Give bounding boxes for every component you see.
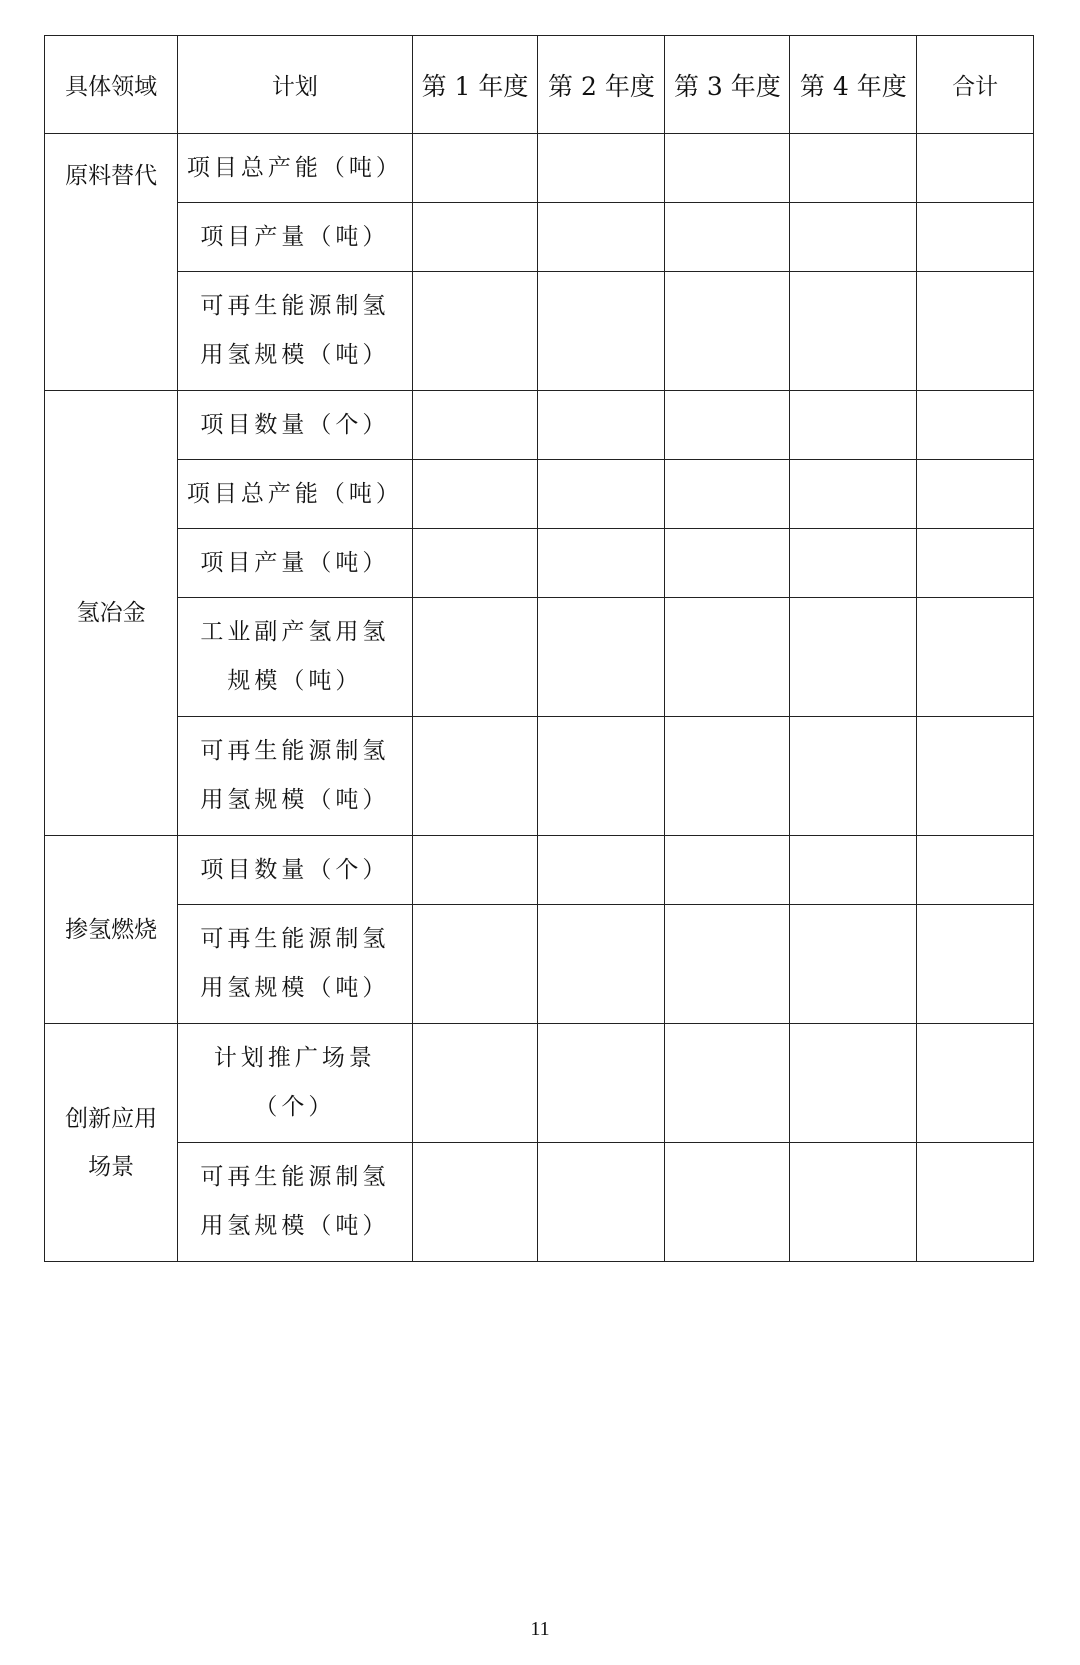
total-cell[interactable]: [917, 134, 1034, 203]
plan-item-cell: [178, 529, 412, 598]
year-4-cell[interactable]: [790, 836, 917, 905]
plan-item-cell: [178, 1143, 412, 1262]
plan-item-cell: [178, 203, 412, 272]
table-row: [45, 272, 1034, 391]
page-number: 11: [530, 1618, 550, 1640]
plan-item-cell: [178, 905, 412, 1024]
year-3-cell[interactable]: [665, 905, 790, 1024]
plan-item-line: 用氢规模（吨）: [200, 975, 390, 1001]
year-3-cell[interactable]: [665, 1024, 790, 1143]
year-3-cell[interactable]: [665, 1143, 790, 1262]
year-1-cell[interactable]: [412, 529, 538, 598]
year-2-cell[interactable]: [538, 529, 665, 598]
year-4-cell[interactable]: [790, 598, 917, 717]
year-2-cell[interactable]: [538, 272, 665, 391]
total-cell[interactable]: [917, 460, 1034, 529]
total-cell[interactable]: [917, 836, 1034, 905]
table-row: [45, 717, 1034, 836]
table-header-row: [45, 36, 1034, 134]
table-row: [45, 134, 1034, 203]
total-cell[interactable]: [917, 905, 1034, 1024]
header-year-1: 第 1 年度: [412, 36, 538, 134]
year-1-cell[interactable]: [412, 134, 538, 203]
plan-item-cell: [178, 598, 412, 717]
year-2-cell[interactable]: [538, 1143, 665, 1262]
plan-item-cell: [178, 460, 412, 529]
table-row: [45, 460, 1034, 529]
year-2-cell[interactable]: [538, 836, 665, 905]
year-3-cell[interactable]: [665, 836, 790, 905]
year-3-cell[interactable]: [665, 391, 790, 460]
year-3-cell[interactable]: [665, 717, 790, 836]
year-1-cell[interactable]: [412, 598, 538, 717]
plan-item-line: 工业副产氢用氢: [200, 619, 390, 645]
plan-item-cell: [178, 134, 412, 203]
plan-item-line: 可再生能源制氢: [200, 926, 390, 952]
plan-item-line: 项目数量（个）: [200, 856, 390, 883]
year-2-cell[interactable]: [538, 203, 665, 272]
plan-item-line: 用氢规模（吨）: [200, 342, 390, 368]
plan-item-cell: [178, 717, 412, 836]
table-row: [45, 598, 1034, 717]
table-row: [45, 529, 1034, 598]
year-1-cell[interactable]: [412, 1143, 538, 1262]
domain-line: 创新应用: [65, 1105, 158, 1132]
total-cell[interactable]: [917, 598, 1034, 717]
year-4-cell[interactable]: [790, 717, 917, 836]
table-row: [45, 1024, 1034, 1143]
header-year-2: 第 2 年度: [538, 36, 665, 134]
plan-item-line: 项目产量（吨）: [200, 223, 390, 250]
year-1-cell[interactable]: [412, 203, 538, 272]
plan-item-line: （个）: [254, 1094, 336, 1120]
total-cell[interactable]: [917, 1143, 1034, 1262]
header-plan: 计划: [178, 36, 412, 134]
year-3-cell[interactable]: [665, 460, 790, 529]
year-4-cell[interactable]: [790, 203, 917, 272]
domain-cell: [45, 1024, 178, 1262]
year-2-cell[interactable]: [538, 460, 665, 529]
plan-item-line: 用氢规模（吨）: [200, 1213, 390, 1239]
plan-item-line: 规模（吨）: [227, 668, 363, 694]
year-1-cell[interactable]: [412, 391, 538, 460]
year-1-cell[interactable]: [412, 1024, 538, 1143]
year-2-cell[interactable]: [538, 391, 665, 460]
year-4-cell[interactable]: [790, 1143, 917, 1262]
header-year-3: 第 3 年度: [665, 36, 790, 134]
total-cell[interactable]: [917, 391, 1034, 460]
plan-table: [44, 35, 1034, 1262]
year-2-cell[interactable]: [538, 1024, 665, 1143]
plan-item-line: 项目数量（个）: [200, 411, 390, 438]
year-4-cell[interactable]: [790, 134, 917, 203]
year-1-cell[interactable]: [412, 460, 538, 529]
plan-item-cell: [178, 391, 412, 460]
year-4-cell[interactable]: [790, 272, 917, 391]
header-total: 合计: [917, 36, 1034, 134]
total-cell[interactable]: [917, 272, 1034, 391]
table-row: [45, 391, 1034, 460]
year-3-cell[interactable]: [665, 134, 790, 203]
table-row: [45, 836, 1034, 905]
table-row: [45, 1143, 1034, 1262]
table-row: [45, 203, 1034, 272]
year-2-cell[interactable]: [538, 717, 665, 836]
year-2-cell[interactable]: [538, 905, 665, 1024]
domain-cell: 掺氢燃烧: [45, 836, 178, 1024]
plan-item-cell: [178, 836, 412, 905]
year-4-cell[interactable]: [790, 391, 917, 460]
header-year-4: 第 4 年度: [790, 36, 917, 134]
plan-item-cell: [178, 272, 412, 391]
year-1-cell[interactable]: [412, 717, 538, 836]
plan-item-line: 可再生能源制氢: [200, 738, 390, 764]
year-4-cell[interactable]: [790, 905, 917, 1024]
year-3-cell[interactable]: [665, 529, 790, 598]
year-3-cell[interactable]: [665, 598, 790, 717]
plan-item-line: 可再生能源制氢: [200, 293, 390, 319]
header-domain: 具体领域: [45, 36, 178, 134]
domain-cell: 氢冶金: [45, 391, 178, 836]
total-cell[interactable]: [917, 529, 1034, 598]
year-1-cell[interactable]: [412, 905, 538, 1024]
total-cell[interactable]: [917, 203, 1034, 272]
total-cell[interactable]: [917, 717, 1034, 836]
plan-item-line: 计划推广场景: [213, 1045, 376, 1071]
year-4-cell[interactable]: [790, 529, 917, 598]
plan-item-cell: [178, 1024, 412, 1143]
year-2-cell[interactable]: [538, 598, 665, 717]
table-row: [45, 905, 1034, 1024]
plan-item-line: 项目总产能（吨）: [186, 480, 403, 507]
domain-line: 场景: [88, 1153, 135, 1180]
plan-item-line: 项目产量（吨）: [200, 549, 390, 576]
year-2-cell[interactable]: [538, 134, 665, 203]
year-1-cell[interactable]: [412, 272, 538, 391]
year-4-cell[interactable]: [790, 460, 917, 529]
total-cell[interactable]: [917, 1024, 1034, 1143]
year-1-cell[interactable]: [412, 836, 538, 905]
year-3-cell[interactable]: [665, 203, 790, 272]
domain-cell: 原料替代: [45, 134, 178, 391]
year-3-cell[interactable]: [665, 272, 790, 391]
plan-item-line: 可再生能源制氢: [200, 1164, 390, 1190]
plan-item-line: 项目总产能（吨）: [186, 154, 403, 181]
year-4-cell[interactable]: [790, 1024, 917, 1143]
plan-item-line: 用氢规模（吨）: [200, 787, 390, 813]
